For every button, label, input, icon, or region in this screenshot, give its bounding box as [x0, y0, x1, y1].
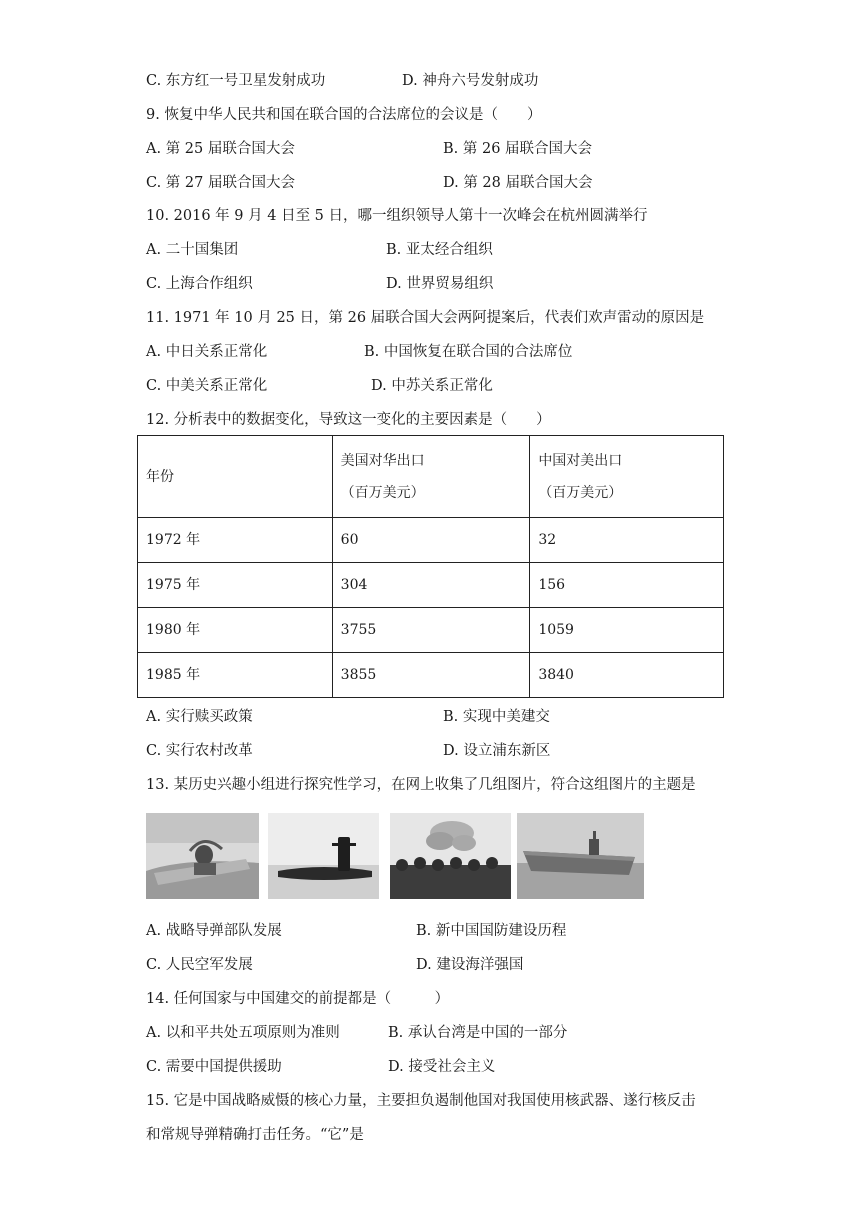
- table-cell: 1972 年: [138, 518, 333, 563]
- fighter-jet-photo: [146, 813, 259, 899]
- q9-option-a: A. 第 25 届联合国大会: [146, 141, 295, 157]
- q13-option-b: B. 新中国国防建设历程: [416, 923, 567, 939]
- q12-option-b: B. 实现中美建交: [443, 709, 550, 725]
- q11-option-a: A. 中日关系正常化: [146, 344, 268, 360]
- q9-stem: 9. 恢复中华人民共和国在联合国的合法席位的会议是（ ）: [146, 107, 542, 123]
- table-row: [138, 608, 724, 653]
- q8-option-c: C. 东方红一号卫星发射成功: [146, 73, 326, 89]
- table-cell: 304: [332, 563, 530, 608]
- table-row: [138, 563, 724, 608]
- table-header-cell: 年份: [138, 436, 333, 518]
- q11-option-c: C. 中美关系正常化: [146, 378, 268, 394]
- q13-stem: 13. 某历史兴趣小组进行探究性学习，在网上收集了几组图片，符合这组图片的主题是: [146, 777, 696, 793]
- table-cell: 1059: [530, 608, 724, 653]
- table-header-row: [138, 436, 724, 518]
- q10-option-d: D. 世界贸易组织: [386, 276, 494, 292]
- q11-option-d: D. 中苏关系正常化: [371, 378, 493, 394]
- q14-stem: 14. 任何国家与中国建交的前提都是（ ）: [146, 991, 450, 1007]
- aircraft-carrier-photo: [517, 813, 644, 899]
- q12-option-c: C. 实行农村改革: [146, 743, 253, 759]
- q14-option-b: B. 承认台湾是中国的一部分: [388, 1025, 568, 1041]
- q14-option-c: C. 需要中国提供援助: [146, 1059, 282, 1075]
- q12-option-a: A. 实行赎买政策: [146, 709, 253, 725]
- table-cell: 32: [530, 518, 724, 563]
- q14-option-a: A. 以和平共处五项原则为准则: [146, 1025, 340, 1041]
- table-cell: 3755: [332, 608, 530, 653]
- q10-option-a: A. 二十国集团: [146, 242, 239, 258]
- q15-stem-line1: 15. 它是中国战略威慑的核心力量，主要担负遏制他国对我国使用核武器、遂行核反击: [146, 1093, 696, 1109]
- q11-stem: 11. 1971 年 10 月 25 日，第 26 届联合国大会两阿提案后，代表们欢声雷动的原因是: [146, 310, 705, 326]
- q12-option-d: D. 设立浦东新区: [443, 743, 551, 759]
- q11-option-b: B. 中国恢复在联合国的合法席位: [364, 344, 573, 360]
- table-cell: 60: [332, 518, 530, 563]
- q9-option-d: D. 第 28 届联合国大会: [443, 175, 593, 191]
- q12-stem: 12. 分析表中的数据变化，导致这一变化的主要因素是（ ）: [146, 412, 551, 428]
- q13-option-a: A. 战略导弹部队发展: [146, 923, 282, 939]
- table-row: [138, 653, 724, 698]
- q10-stem: 10. 2016 年 9 月 4 日至 5 日，哪一组织领导人第十一次峰会在杭州圆满举行: [146, 208, 648, 224]
- table-cell: 1980 年: [138, 608, 333, 653]
- q13-option-d: D. 建设海洋强国: [416, 957, 524, 973]
- q8-option-d: D. 神舟六号发射成功: [402, 73, 539, 89]
- table-cell: 1985 年: [138, 653, 333, 698]
- q10-option-c: C. 上海合作组织: [146, 276, 253, 292]
- table-header-cell: 中国对美出口 （百万美元）: [530, 436, 724, 518]
- q9-option-c: C. 第 27 届联合国大会: [146, 175, 295, 191]
- q9-option-b: B. 第 26 届联合国大会: [443, 141, 593, 157]
- table-cell: 156: [530, 563, 724, 608]
- q13-option-c: C. 人民空军发展: [146, 957, 253, 973]
- q15-stem-line2: 和常规导弹精确打击任务。“它”是: [146, 1127, 364, 1143]
- q10-option-b: B. 亚太经合组织: [386, 242, 493, 258]
- submarine-photo: [268, 813, 379, 899]
- table-cell: 3855: [332, 653, 530, 698]
- trade-data-table: [137, 435, 724, 698]
- q14-option-d: D. 接受社会主义: [388, 1059, 496, 1075]
- table-cell: 1975 年: [138, 563, 333, 608]
- table-header-cell: 美国对华出口 （百万美元）: [332, 436, 530, 518]
- table-row: [138, 518, 724, 563]
- table-cell: 3840: [530, 653, 724, 698]
- missile-parade-photo: [390, 813, 511, 899]
